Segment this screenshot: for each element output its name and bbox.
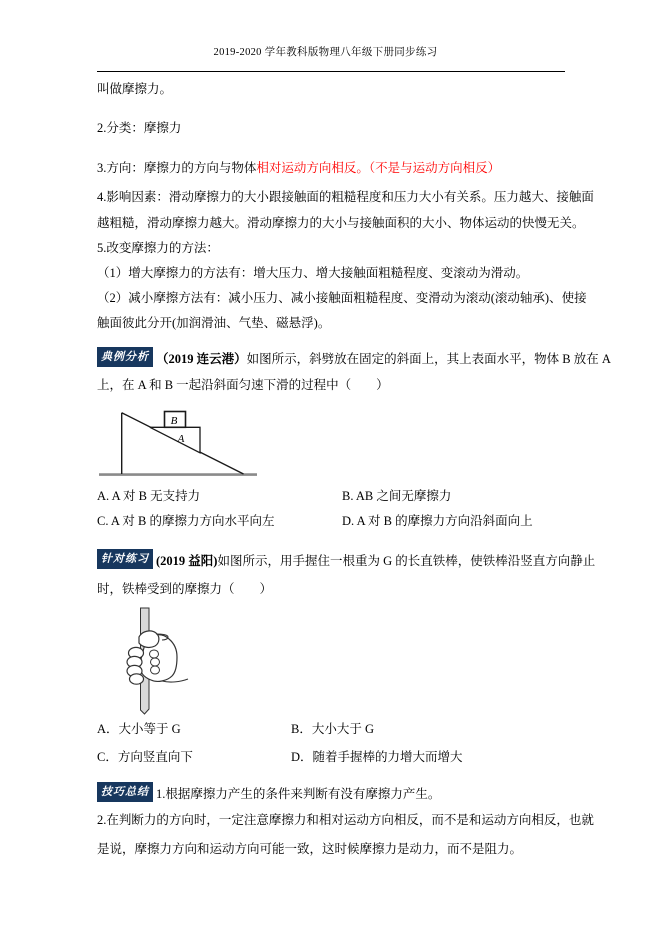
hand-gripping-rod-figure — [110, 606, 205, 716]
fingertip-1 — [150, 650, 159, 658]
note-direction — [97, 161, 500, 176]
practice-options-row2 — [97, 750, 565, 765]
note-methods-increase: （1）增大摩擦力的方法有：增大压力、增大接触面粗糙程度、变滚动为滑动。 — [97, 266, 529, 280]
example-option-d: D. A 对 B 的摩擦力方向沿斜面向上 — [342, 514, 533, 528]
note-methods-title: 5.改变摩擦力的方法： — [97, 241, 219, 255]
example-source: （2019 连云港） — [156, 352, 247, 366]
summary-line1: 1.根据摩擦力产生的条件来判断有没有摩擦力产生。 — [156, 787, 441, 801]
header-divider-line — [97, 71, 565, 72]
page-header-title: 2019-2020 学年教科版物理八年级下册同步练习 — [213, 47, 438, 58]
note-factors-line1: 4.影响因素：滑动摩擦力的大小跟接触面的粗糙程度和压力大小有关系。压力越大、接触面 — [97, 190, 594, 204]
example-option-a: A. A 对 B 无支持力 — [97, 489, 201, 503]
example-badge: 典例分析 — [97, 347, 153, 367]
practice-stem-line1: 如图所示，用手握住一根重为 G 的长直铁棒，使铁棒沿竖直方向静止 — [217, 554, 596, 568]
block-b-label: B — [170, 415, 178, 427]
note-factors-line2: 越粗糙，滑动摩擦力越大。滑动摩擦力的大小与接触面积的大小、物体运动的快慢无关。 — [97, 216, 585, 230]
practice-stem-line2: 时，铁棒受到的摩擦力（ ） — [97, 582, 273, 596]
example-option-c: C. A 对 B 的摩擦力方向水平向左 — [97, 514, 275, 528]
practice-option-a: A．大小等于 G — [97, 722, 181, 736]
note-direction-remark: （不是与运动方向相反） — [368, 161, 501, 175]
note-methods-decrease-line1: （2）减小摩擦方法有：减小压力、减小接触面粗糙程度、变滑动为滚动(滚动轴承)、使接 — [97, 291, 587, 305]
practice-option-d: D．随着手握棒的力增大而增大 — [291, 750, 463, 764]
note-category: 2.分类：摩擦力 — [97, 121, 182, 135]
practice-badge: 针对练习 — [97, 549, 153, 569]
fingertip-3 — [151, 666, 160, 674]
example-stem-line1: 如图所示，斜劈放在固定的斜面上，其上表面水平，物体 B 放在 A — [246, 352, 611, 366]
practice-option-b: B．大小大于 G — [291, 722, 374, 736]
example-option-b: B. AB 之间无摩擦力 — [342, 489, 452, 503]
note-direction-highlight: 相对运动方向相反。 — [256, 161, 369, 175]
example-section-header — [97, 347, 611, 367]
note-intro: 叫做摩擦力。 — [97, 82, 173, 96]
fingertip-2 — [151, 658, 160, 666]
summary-line3: 是说，摩擦力方向和运动方向可能一致，这时候摩擦力是动力，而不是阻力。 — [97, 842, 523, 856]
finger-knuckle-4 — [130, 674, 144, 684]
practice-source: (2019 益阳) — [156, 554, 218, 568]
incline-wedge-figure — [97, 404, 267, 479]
note-direction-prefix: 3.方向：摩擦力的方向与物体 — [97, 161, 257, 175]
example-stem-line2: 上，在 A 和 B 一起沿斜面匀速下滑的过程中（ ） — [97, 378, 389, 392]
thumb — [139, 631, 159, 648]
block-a-label: A — [177, 433, 185, 445]
practice-section-header — [97, 549, 595, 569]
note-methods-decrease-line2: 触面彼此分开(加润滑油、气垫、磁悬浮)。 — [97, 316, 331, 330]
summary-line2: 2.在判断力的方向时，一定注意摩擦力和相对运动方向相反，而不是和运动方向相反，也就 — [97, 813, 594, 827]
practice-option-c: C．方向竖直向下 — [97, 750, 193, 764]
practice-options-row1 — [97, 722, 565, 737]
summary-badge: 技巧总结 — [97, 782, 153, 802]
block-a-wedge — [150, 427, 200, 453]
summary-section-header — [97, 782, 440, 802]
example-options-row2 — [97, 514, 565, 529]
example-options-row1 — [97, 489, 565, 504]
